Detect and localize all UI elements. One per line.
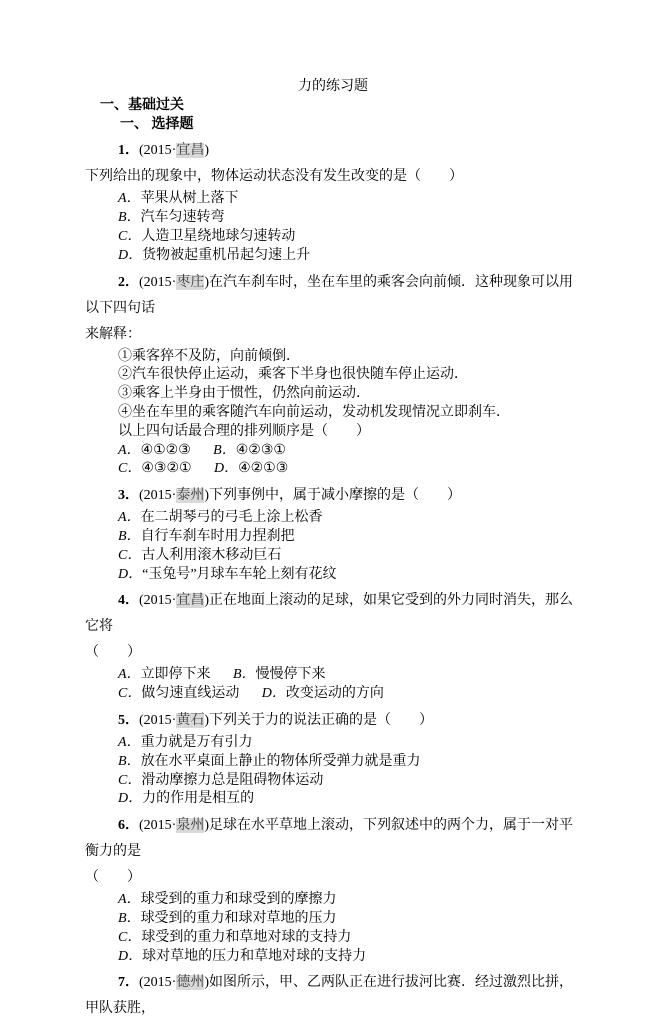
- option-text: 球受到的重力和球对草地的压力: [140, 910, 337, 926]
- source-close: ): [204, 143, 209, 159]
- question-number: 2．: [118, 274, 139, 290]
- question-stem: 下列给出的现象中，物体运动状态没有发生改变的是（ ）: [85, 169, 463, 185]
- option-d: [85, 790, 581, 809]
- option-d: [262, 686, 384, 701]
- source-open: (2015·: [139, 712, 177, 728]
- page-title: 力的练习题: [298, 79, 368, 94]
- statement-1: ①乘客猝不及防，向前倾倒．: [118, 348, 300, 364]
- option-d: [85, 948, 581, 967]
- source-close: ): [204, 593, 209, 609]
- option-row-cd: [85, 460, 581, 479]
- question-source: [139, 713, 209, 728]
- option-text: ④②①③: [238, 461, 289, 477]
- option-text: 球对草地的压力和草地对球的支持力: [142, 948, 367, 964]
- question-2-stem-wrap: 来解释：: [85, 326, 141, 342]
- source-open: (2015·: [139, 143, 177, 159]
- option-text: ④①②③: [140, 442, 191, 458]
- option-a: [85, 190, 581, 209]
- option-text: ④②③①: [235, 442, 286, 458]
- option-label: C．: [118, 228, 142, 244]
- option-label: D．: [261, 686, 286, 702]
- option-label: D．: [118, 948, 143, 964]
- statement-4: ④坐在车里的乘客随汽车向前运动，发动机发现情况立即刹车．: [118, 404, 510, 420]
- question-number: 5．: [118, 712, 139, 728]
- option-c: [85, 929, 581, 948]
- option-text: 在二胡琴弓的弓毛上涂上松香: [140, 510, 323, 526]
- option-d: [85, 247, 581, 266]
- city-highlight: 宜昌: [176, 143, 205, 159]
- option-text: 汽车匀速转弯: [140, 210, 225, 226]
- question-number: 4．: [118, 593, 139, 609]
- question-stem: 如图所示，甲、乙两队正在进行拔河比赛．经过激烈比拼，甲队获胜，: [85, 975, 573, 1017]
- option-text: 慢慢停下来: [255, 667, 326, 683]
- option-label: B．: [118, 210, 141, 226]
- option-a: [85, 734, 581, 753]
- question-source: [139, 143, 209, 158]
- option-b: [85, 753, 581, 772]
- option-text: 自行车刹车时用力捏刹把: [140, 528, 295, 544]
- question-6: [85, 813, 581, 966]
- option-label: B．: [118, 753, 141, 769]
- option-b: [233, 667, 326, 682]
- question-stem: 下列事例中，属于减小摩擦的是（ ）: [209, 488, 461, 504]
- option-row-cd: [85, 685, 581, 704]
- option-b: [85, 528, 581, 547]
- option-text: 球受到的重力和球受到的摩擦力: [140, 892, 337, 908]
- city-highlight: 泰州: [176, 488, 205, 504]
- question-stem: 在汽车刹车时，坐在车里的乘客会向前倾．这种现象可以用以下四句话: [85, 274, 573, 316]
- question-4-stem-line: [85, 588, 581, 640]
- question-source: [139, 593, 209, 608]
- option-text: 放在水平桌面上静止的物体所受弹力就是重力: [140, 753, 421, 769]
- city-highlight: 泉州: [176, 818, 205, 834]
- question-7-stem-line: [85, 970, 581, 1022]
- option-a: [118, 443, 191, 458]
- option-text: 改变运动的方向: [285, 686, 384, 702]
- option-label: C．: [118, 686, 142, 702]
- city-highlight: 德州: [176, 975, 205, 991]
- option-b: [85, 910, 581, 929]
- source-open: (2015·: [139, 975, 177, 991]
- question-stem: 足球在水平草地上滚动，下列叙述中的两个力，属于一对平衡力的是: [85, 818, 573, 860]
- question-number: 7．: [118, 975, 139, 991]
- option-c: [85, 547, 581, 566]
- option-b: [85, 209, 581, 228]
- question-6-stem-line: [85, 813, 581, 865]
- source-close: ): [204, 274, 209, 290]
- option-c: [85, 772, 581, 791]
- question-source: [139, 818, 209, 833]
- question-2-prompt: 以上四句话最合理的排列顺序是（ ）: [118, 423, 370, 439]
- option-label: C．: [118, 547, 142, 563]
- source-open: (2015·: [139, 593, 177, 609]
- city-highlight: 黄石: [176, 712, 205, 728]
- option-text: 立即停下来: [140, 667, 211, 683]
- option-a: [118, 667, 211, 682]
- option-label: D．: [118, 247, 143, 263]
- option-c: [85, 228, 581, 247]
- source-open: (2015·: [139, 488, 177, 504]
- option-text: 重力就是万有引力: [140, 734, 253, 750]
- question-3: [85, 483, 581, 584]
- question-5: [85, 708, 581, 809]
- question-5-stem-line: [85, 708, 581, 734]
- option-label: C．: [118, 772, 142, 788]
- option-text: 苹果从树上落下: [140, 191, 239, 207]
- option-label: A．: [118, 442, 141, 458]
- question-source: [139, 975, 209, 990]
- source-close: ): [204, 712, 209, 728]
- option-label: D．: [118, 791, 143, 807]
- city-highlight: 宜昌: [176, 593, 205, 609]
- option-label: D．: [118, 566, 143, 582]
- question-number: 1．: [118, 143, 139, 159]
- option-text: 人造卫星绕地球匀速转动: [141, 228, 296, 244]
- option-label: A．: [118, 510, 141, 526]
- option-d: [214, 461, 288, 476]
- option-c: [118, 686, 239, 701]
- question-source: [139, 275, 209, 290]
- source-open: (2015·: [139, 274, 177, 290]
- option-row-ab: [85, 666, 581, 685]
- option-label: C．: [118, 461, 142, 477]
- option-a: [85, 891, 581, 910]
- question-4: [85, 588, 581, 704]
- section-heading: 一、基础过关: [100, 97, 184, 113]
- statement-2: ②汽车很快停止运动，乘客下半身也很快随车停止运动．: [118, 367, 468, 383]
- option-label: A．: [118, 191, 141, 207]
- question-stem: 正在地面上滚动的足球，如果它受到的外力同时消失，那么它将: [85, 593, 573, 635]
- option-row-ab: [85, 442, 581, 461]
- option-b: [213, 443, 286, 458]
- option-label: A．: [118, 892, 141, 908]
- question-7: [85, 970, 581, 1022]
- city-highlight: 枣庄: [176, 274, 205, 290]
- option-label: A．: [118, 734, 141, 750]
- option-label: B．: [232, 667, 256, 683]
- source-close: ): [204, 488, 209, 504]
- option-label: B．: [118, 910, 141, 926]
- option-text: 货物被起重机吊起匀速上升: [142, 247, 311, 263]
- question-number: 3．: [118, 488, 139, 504]
- question-2: [85, 270, 581, 480]
- option-label: B．: [118, 528, 141, 544]
- question-1: [85, 138, 581, 265]
- option-text: 古人利用滚木移动巨石: [141, 547, 282, 563]
- question-stem: 下列关于力的说法正确的是（ ）: [209, 712, 433, 728]
- source-open: (2015·: [139, 818, 177, 834]
- option-label: C．: [118, 929, 142, 945]
- option-a: [85, 509, 581, 528]
- statement-3: ③乘客上半身由于惯性，仍然向前运动．: [118, 386, 370, 402]
- question-number: 6．: [118, 818, 139, 834]
- question-1-stem-line: [85, 138, 581, 190]
- answer-bracket: （ ）: [85, 645, 141, 661]
- option-text: 滑动摩擦力总是阻碍物体运动: [141, 772, 324, 788]
- answer-bracket: （ ）: [85, 870, 141, 886]
- option-label: B．: [213, 442, 236, 458]
- source-close: ): [204, 975, 209, 991]
- option-text: 做匀速直线运动: [141, 686, 240, 702]
- option-label: D．: [213, 461, 239, 477]
- question-2-stem-line: [85, 270, 581, 322]
- option-text: ④③②①: [141, 461, 192, 477]
- option-text: 球受到的重力和草地对球的支持力: [141, 929, 352, 945]
- question-3-stem-line: [85, 483, 581, 509]
- source-close: ): [204, 818, 209, 834]
- option-label: A．: [118, 667, 141, 683]
- question-source: [139, 488, 209, 503]
- option-c: [118, 461, 192, 476]
- option-text: 力的作用是相互的: [142, 791, 255, 807]
- option-text: “玉兔号”月球车车轮上刻有花纹: [142, 566, 337, 582]
- option-d: [85, 566, 581, 585]
- subsection-heading: 一、 选择题: [120, 116, 194, 132]
